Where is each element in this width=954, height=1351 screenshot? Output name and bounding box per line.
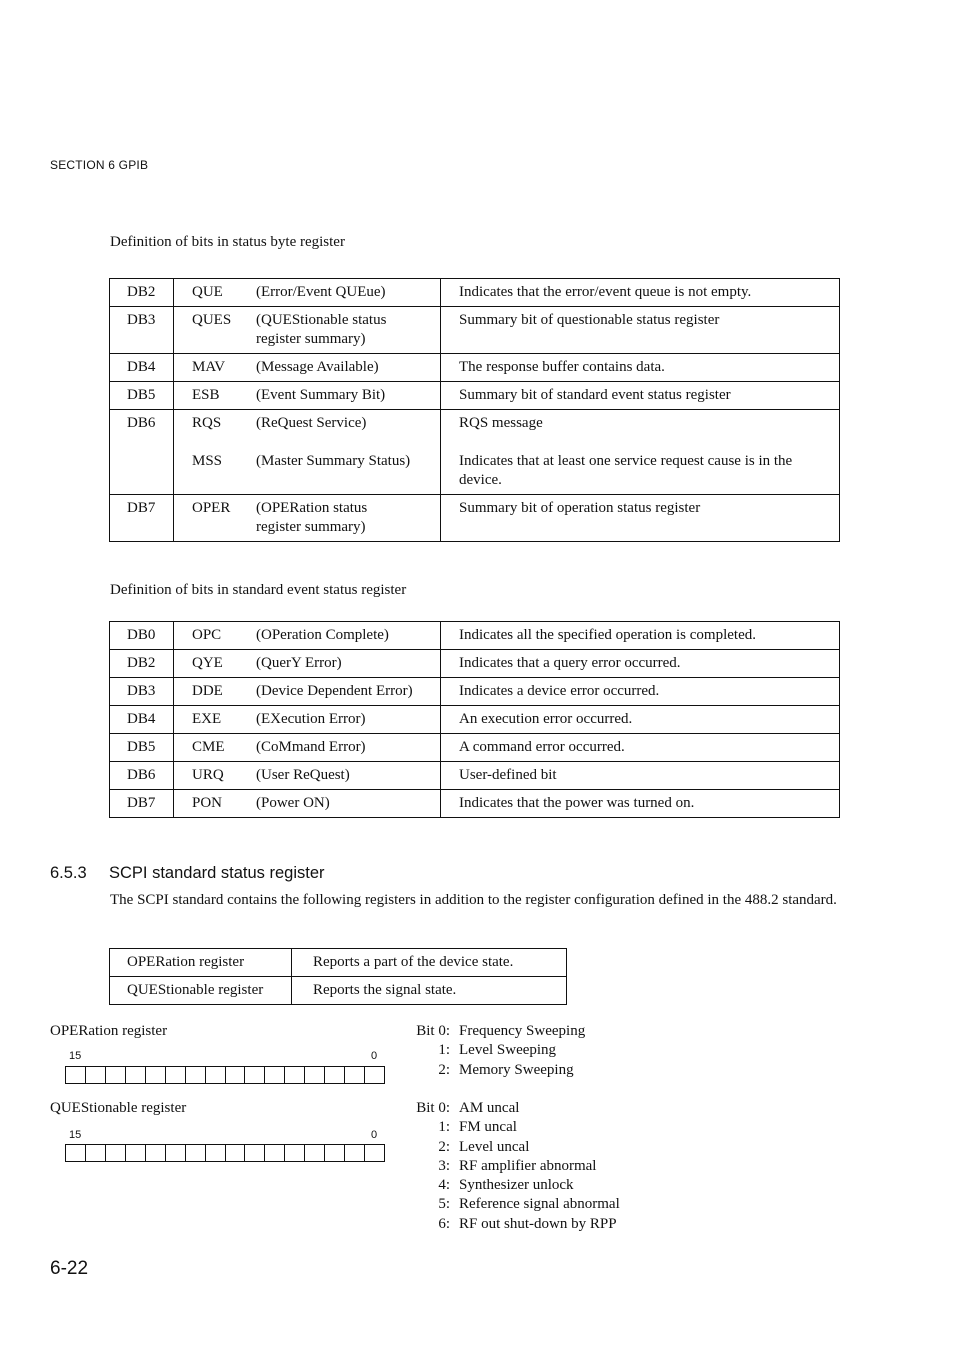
bit-key: 6: xyxy=(438,1215,450,1232)
bit-cell: DB7 xyxy=(110,495,174,542)
mnemonic: PON xyxy=(192,795,223,811)
bit-cell-15 xyxy=(66,1067,86,1083)
bit-key: 1: xyxy=(438,1119,450,1136)
standard-event-caption: Definition of bits in standard event status register xyxy=(110,582,407,598)
table-row xyxy=(110,977,567,1005)
bit-key: Bit 0: xyxy=(416,1023,450,1039)
description: A command error occurred. xyxy=(441,734,840,762)
list-item xyxy=(405,1215,620,1234)
questionable-bit-list xyxy=(405,1099,620,1234)
operation-bit-field xyxy=(65,1066,385,1084)
bit-key: 4: xyxy=(438,1177,450,1194)
table-row xyxy=(110,410,840,495)
section-heading xyxy=(50,864,325,883)
register-name: QUEStionable register xyxy=(110,977,292,1005)
full-name: (User ReQuest) xyxy=(256,767,350,783)
table-row xyxy=(110,495,840,542)
mnemonic: ESB xyxy=(192,387,220,403)
bit-cell-9 xyxy=(186,1067,206,1083)
bit-cell-3 xyxy=(305,1145,325,1161)
full-name: (Power ON) xyxy=(256,795,330,811)
bit-cell: DB2 xyxy=(110,279,174,307)
description: Indicates a device error occurred. xyxy=(441,678,840,706)
description: Indicates all the specified operation is completed. xyxy=(441,622,840,650)
questionable-high-bit: 15 xyxy=(69,1129,82,1141)
mnemonic: MAV xyxy=(192,359,226,375)
table-row xyxy=(110,790,840,818)
bit-cell-0 xyxy=(365,1067,384,1083)
operation-bit-list xyxy=(405,1022,585,1080)
bit-text: Level uncal xyxy=(459,1138,530,1155)
bit-cell: DB0 xyxy=(110,622,174,650)
mnemonic: QUE xyxy=(192,284,223,300)
full-name: (Master Summary Status) xyxy=(256,453,411,469)
bit-text: Memory Sweeping xyxy=(459,1061,574,1078)
description: The response buffer contains data. xyxy=(441,354,840,382)
mnemonic: OPER xyxy=(192,500,231,516)
bit-text: Reference signal abnormal xyxy=(459,1196,620,1213)
bit-cell-10 xyxy=(166,1067,186,1083)
bit-text: Synthesizer unlock xyxy=(459,1177,574,1194)
list-item xyxy=(405,1118,620,1137)
bit-cell-8 xyxy=(206,1067,226,1083)
operation-register-label: OPERation register xyxy=(50,1023,168,1039)
bit-cell-12 xyxy=(126,1067,146,1083)
bit-cell-2 xyxy=(325,1145,345,1161)
mnemonic: OPC xyxy=(192,627,222,643)
bit-cell-5 xyxy=(265,1145,285,1161)
bit-text: RF amplifier abnormal xyxy=(459,1157,597,1174)
list-item xyxy=(405,1176,620,1195)
description: Indicates that the error/event queue is not empty. xyxy=(441,279,840,307)
bit-cell-10 xyxy=(166,1145,186,1161)
bit-cell-9 xyxy=(186,1145,206,1161)
bit-cell-14 xyxy=(86,1145,106,1161)
operation-low-bit: 0 xyxy=(371,1050,378,1062)
bit-cell: DB6 xyxy=(110,410,174,495)
bit-cell-1 xyxy=(345,1145,365,1161)
description: User-defined bit xyxy=(441,762,840,790)
mnemonic: RQS xyxy=(192,415,222,431)
table-row xyxy=(110,650,840,678)
bit-cell: DB7 xyxy=(110,790,174,818)
full-name: (ReQuest Service) xyxy=(256,415,367,431)
running-header: SECTION 6 GPIB xyxy=(50,158,149,172)
table-row xyxy=(110,949,567,977)
bit-cell-4 xyxy=(285,1067,305,1083)
bit-cell: DB4 xyxy=(110,354,174,382)
register-name: OPERation register xyxy=(110,949,292,977)
scpi-register-table xyxy=(109,948,567,1005)
table-row xyxy=(110,307,840,354)
status-byte-table xyxy=(109,278,840,542)
bit-text: AM uncal xyxy=(459,1100,520,1116)
table-row xyxy=(110,734,840,762)
full-name: (QUEStionable status register summary) xyxy=(256,312,387,347)
bit-cell-12 xyxy=(126,1145,146,1161)
table-row xyxy=(110,678,840,706)
bit-cell-13 xyxy=(106,1145,126,1161)
full-name: (Event Summary Bit) xyxy=(256,387,386,403)
section-number: 6.5.3 xyxy=(50,864,87,882)
description: Indicates that a query error occurred. xyxy=(441,650,840,678)
list-item xyxy=(405,1022,585,1041)
description: Summary bit of operation status register xyxy=(441,495,840,542)
bit-cell-1 xyxy=(345,1067,365,1083)
operation-high-bit: 15 xyxy=(69,1050,82,1062)
table-row xyxy=(110,354,840,382)
page-number: 6-22 xyxy=(50,1258,89,1279)
table-row xyxy=(110,382,840,410)
bit-cell-6 xyxy=(245,1067,265,1083)
table-row xyxy=(110,762,840,790)
full-name: (QuerY Error) xyxy=(256,655,342,671)
list-item xyxy=(405,1099,620,1118)
bit-cell: DB3 xyxy=(110,678,174,706)
register-desc: Reports a part of the device state. xyxy=(292,949,567,977)
bit-cell-7 xyxy=(226,1145,246,1161)
bit-cell-15 xyxy=(66,1145,86,1161)
mnemonic: DDE xyxy=(192,683,223,699)
questionable-low-bit: 0 xyxy=(371,1129,378,1141)
bit-key: 2: xyxy=(438,1061,450,1078)
section-title: SCPI standard status register xyxy=(109,864,325,882)
full-name: (Device Dependent Error) xyxy=(256,683,413,699)
bit-cell: DB2 xyxy=(110,650,174,678)
table-row xyxy=(110,622,840,650)
bit-cell: DB4 xyxy=(110,706,174,734)
bit-key: Bit 0: xyxy=(416,1100,450,1116)
description: An execution error occurred. xyxy=(441,706,840,734)
description: Indicates that at least one service request cause is in the device. xyxy=(459,453,793,488)
list-item xyxy=(405,1041,585,1060)
list-item xyxy=(405,1061,585,1080)
full-name: (Error/Event QUEue) xyxy=(256,284,386,300)
bit-cell-13 xyxy=(106,1067,126,1083)
description: RQS message xyxy=(459,415,543,431)
bit-cell: DB5 xyxy=(110,382,174,410)
bit-text: RF out shut-down by RPP xyxy=(459,1215,617,1232)
bit-cell-5 xyxy=(265,1067,285,1083)
full-name: (Message Available) xyxy=(256,359,379,375)
bit-key: 1: xyxy=(438,1042,450,1059)
full-name: (EXecution Error) xyxy=(256,711,366,727)
bit-cell-0 xyxy=(365,1145,384,1161)
table-row xyxy=(110,706,840,734)
mnemonic: CME xyxy=(192,739,225,755)
bit-cell-3 xyxy=(305,1067,325,1083)
list-item xyxy=(405,1157,620,1176)
standard-event-table xyxy=(109,621,840,818)
mnemonic: URQ xyxy=(192,767,224,783)
bit-key: 3: xyxy=(438,1157,450,1174)
questionable-bit-field xyxy=(65,1144,385,1162)
full-name: (OPERation status register summary) xyxy=(256,500,368,535)
mnemonic: EXE xyxy=(192,711,222,727)
bit-cell: DB5 xyxy=(110,734,174,762)
bit-cell-6 xyxy=(245,1145,265,1161)
questionable-register-label: QUEStionable register xyxy=(50,1100,187,1116)
register-desc: Reports the signal state. xyxy=(292,977,567,1005)
bit-cell-14 xyxy=(86,1067,106,1083)
bit-cell-4 xyxy=(285,1145,305,1161)
mnemonic: QYE xyxy=(192,655,223,671)
bit-cell: DB3 xyxy=(110,307,174,354)
bit-cell-11 xyxy=(146,1145,166,1161)
list-item xyxy=(405,1138,620,1157)
bit-cell-8 xyxy=(206,1145,226,1161)
list-item xyxy=(405,1195,620,1214)
description: Indicates that the power was turned on. xyxy=(441,790,840,818)
description: Summary bit of standard event status register xyxy=(441,382,840,410)
bit-cell-2 xyxy=(325,1067,345,1083)
description: Summary bit of questionable status register xyxy=(441,307,840,354)
bit-key: 5: xyxy=(438,1196,450,1213)
bit-text: FM uncal xyxy=(459,1119,517,1136)
section-paragraph: The SCPI standard contains the following registers in addition to the register configuration defined in the 488.2 standard. xyxy=(110,892,837,908)
bit-text: Level Sweeping xyxy=(459,1042,557,1059)
bit-text: Frequency Sweeping xyxy=(459,1023,586,1039)
bit-cell-11 xyxy=(146,1067,166,1083)
status-byte-caption: Definition of bits in status byte register xyxy=(110,234,345,250)
mnemonic: QUES xyxy=(192,312,232,328)
bit-key: 2: xyxy=(438,1138,450,1155)
bit-cell-7 xyxy=(226,1067,246,1083)
mnemonic: MSS xyxy=(192,453,223,469)
table-row xyxy=(110,279,840,307)
full-name: (OPeration Complete) xyxy=(256,627,389,643)
bit-cell: DB6 xyxy=(110,762,174,790)
full-name: (CoMmand Error) xyxy=(256,739,366,755)
